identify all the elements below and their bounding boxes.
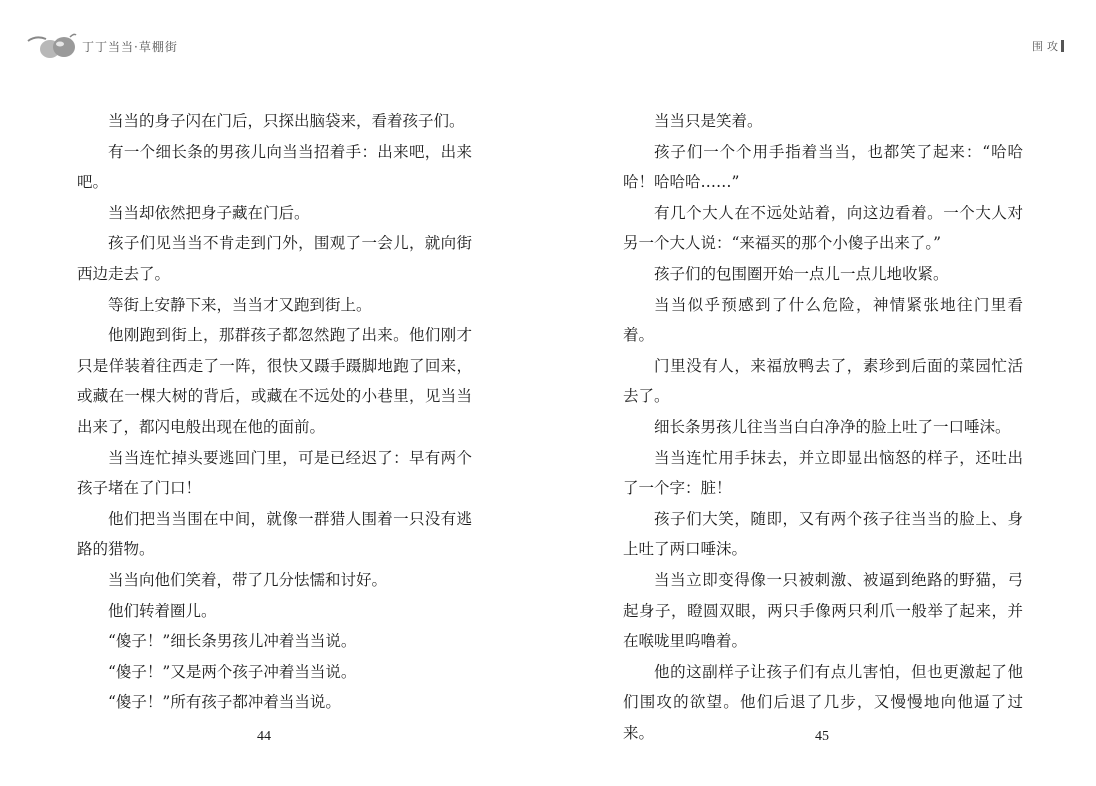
paragraph: 当当却依然把身子藏在门后。 bbox=[108, 203, 310, 222]
paragraph: 有几个大人在不远处站着，向这边看着。一个大人对另一个大人说：“来福买的那个小傻子出来了。” bbox=[623, 203, 1023, 253]
paragraph: 孩子们见当当不肯走到门外，围观了一会儿，就向街西边走去了。 bbox=[77, 234, 472, 283]
paragraph: 他们把当当围在中间，就像一群猎人围着一只没有逃路的猎物。 bbox=[77, 509, 472, 559]
paragraph: 细长条男孩儿往当当白白净净的脸上吐了一口唾沫。 bbox=[654, 417, 1011, 436]
paragraph: 当当立即变得像一只被刺激、被逼到绝路的野猫，弓起身子，瞪圆双眼，两只手像两只利爪一般举了起来，并在喉咙里呜噜着。 bbox=[623, 570, 1023, 651]
paragraph: 孩子们大笑，随即，又有两个孩子往当当的脸上、身上吐了两口唾沫。 bbox=[623, 509, 1023, 559]
chapter-title: 围 bbox=[1032, 40, 1043, 53]
paragraph: 他刚跑到街上，那群孩子都忽然跑了出来。他们刚才只是佯装着往西走了一阵，很快又蹑手蹑脚地跑了回来，或藏在一棵大树的背后，或藏在不远处的小巷里，见当当出来了，都闪电般出现在他的面前。 bbox=[77, 326, 472, 436]
right-page bbox=[548, 0, 1096, 786]
gourd-logo-icon bbox=[26, 31, 78, 61]
paragraph: 有一个细长条的男孩儿向当当招着手：出来吧，出来吧。 bbox=[77, 142, 472, 192]
paragraph: 当当向他们笑着，带了几分怯懦和讨好。 bbox=[108, 570, 388, 589]
page-number-right: 45 bbox=[815, 729, 829, 744]
series-header bbox=[26, 30, 178, 62]
paragraph: 当当连忙掉头要逃回门里，可是已经迟了：早有两个孩子堵在了门口！ bbox=[77, 448, 472, 498]
paragraph: 他们转着圈儿。 bbox=[108, 601, 217, 620]
header-bar-mark bbox=[1061, 40, 1064, 52]
paragraph: 孩子们的包围圈开始一点儿一点儿地收紧。 bbox=[654, 264, 949, 283]
paragraph: 当当的身子闪在门后，只探出脑袋来，看着孩子们。 bbox=[108, 112, 465, 130]
series-title: 丁丁当当·草棚街 bbox=[82, 39, 178, 54]
paragraph: “傻子！”又是两个孩子冲着当当说。 bbox=[108, 662, 357, 681]
paragraph: 孩子们一个个用手指着当当，也都笑了起来：“哈哈哈！哈哈哈……” bbox=[623, 142, 1023, 192]
chapter-header bbox=[1032, 38, 1064, 54]
paragraph: 当当连忙用手抹去，并立即显出恼怒的样子，还吐出了一个字：脏！ bbox=[623, 448, 1023, 498]
right-page-text bbox=[623, 106, 1023, 748]
paragraph: “傻子！”所有孩子都冲着当当说。 bbox=[108, 693, 341, 712]
paragraph: 他的这副样子让孩子们有点儿害怕，但也更激起了他们围攻的欲望。他们后退了几步，又慢慢地向他逼了过来。 bbox=[623, 662, 1023, 742]
left-page-text bbox=[77, 106, 472, 718]
chapter-title-2: 攻 bbox=[1047, 40, 1058, 53]
paragraph: 门里没有人，来福放鸭去了，素珍到后面的菜园忙活去了。 bbox=[623, 356, 1023, 406]
paragraph: 等街上安静下来，当当才又跑到街上。 bbox=[108, 295, 372, 314]
paragraph: 当当只是笑着。 bbox=[654, 112, 763, 130]
page-number-left: 44 bbox=[257, 729, 271, 744]
paragraph: 当当似乎预感到了什么危险，神情紧张地往门里看着。 bbox=[623, 295, 1023, 345]
paragraph: “傻子！”细长条男孩儿冲着当当说。 bbox=[108, 632, 357, 651]
